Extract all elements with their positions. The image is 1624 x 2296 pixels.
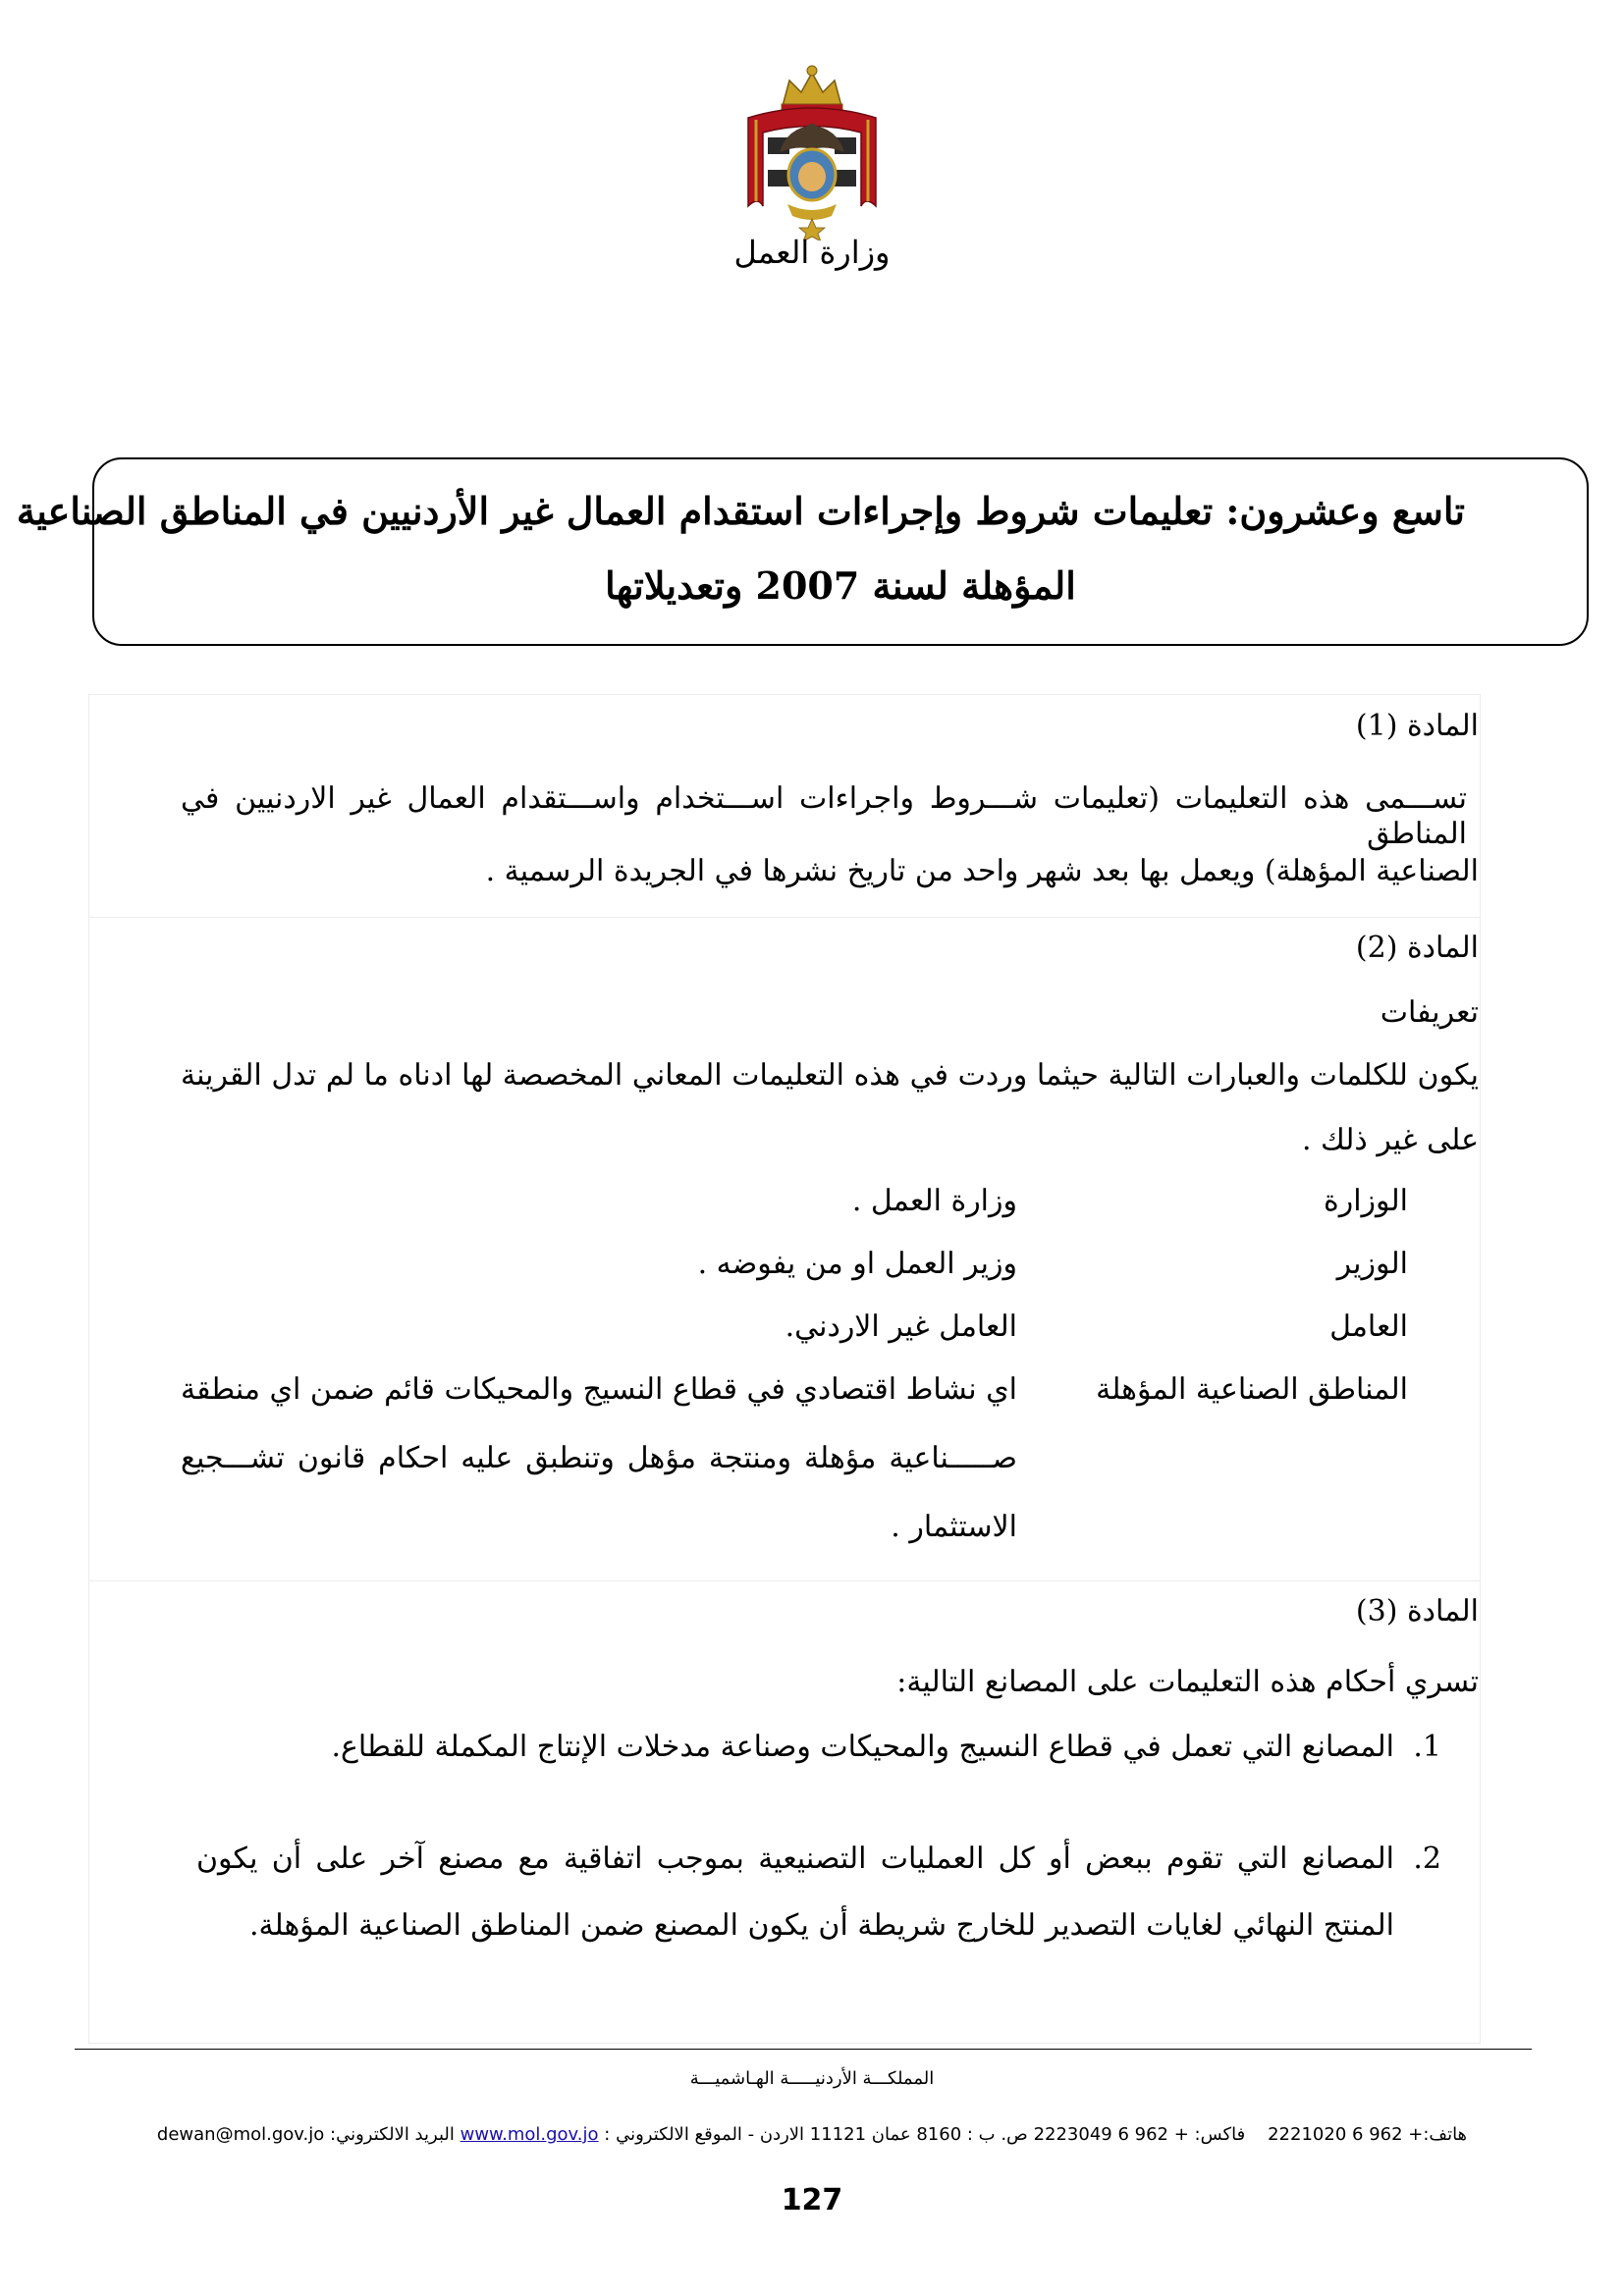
list-item-text: المصانع التي تعمل في قطاع النسيج والمحيكات وصناعة مدخلات الإنتاج المكملة للقطاع. xyxy=(331,1730,1394,1764)
article-3-heading: المادة (3) xyxy=(1355,1594,1479,1629)
list-item-text: المصانع التي تقوم ببعض أو كل العمليات التصنيعية بموجب اتفاقية مع مصنع آخر على أن يكون xyxy=(196,1842,1394,1876)
list-item-number: 1. xyxy=(1413,1730,1441,1764)
definition-text: العامل غير الاردني. xyxy=(785,1309,1017,1344)
footer-kingdom: المملكـــة الأردنيـــــة الهـاشميـــة xyxy=(689,2068,935,2089)
footer-fax: فاكس: + 962 6 2223049 xyxy=(1033,2124,1246,2145)
definition-term: الوزارة xyxy=(1323,1184,1408,1218)
document-title-box xyxy=(16,457,1589,646)
article-2-intro-line-1: يكون للكلمات والعبارات التالية حيثما وردت في هذه التعليمات المعاني المخصصة لها ادناه ما لم تدل القرينة xyxy=(181,1058,1479,1093)
document-title-line-1: تاسع وعشرون: تعليمات شروط وإجراءات استقدام العمال غير الأردنيين في المناطق الصناعية xyxy=(16,489,1465,533)
list-item-number: 2. xyxy=(1413,1842,1441,1876)
definition-text: اي نشاط اقتصادي في قطاع النسيج والمحيكات قائم ضمن اي منطقة xyxy=(181,1372,1017,1407)
definition-term: المناطق الصناعية المؤهلة xyxy=(1096,1372,1408,1407)
definition-term: الوزير xyxy=(1336,1247,1408,1281)
article-1-text-line-2: الصناعية المؤهلة) ويعمل بها بعد شهر واحد من تاريخ نشرها في الجريدة الرسمية . xyxy=(485,854,1479,888)
article-2-heading: المادة (2) xyxy=(1355,931,1479,965)
document-title-line-2: المؤهلة لسنة 2007 وتعديلاتها xyxy=(605,563,1076,608)
definition-text: صـــــناعية مؤهلة ومنتجة مؤهل وتنطبق عليه احكام قانون تشـــجيع xyxy=(181,1441,1017,1475)
website-link[interactable]: www.mol.gov.jo xyxy=(460,2124,599,2145)
footer-email-label: البريد الالكتروني: xyxy=(330,2124,455,2145)
article-2-subheading: تعريفات xyxy=(1380,995,1479,1030)
article-3-intro: تسري أحكام هذه التعليمات على المصانع التالية: xyxy=(896,1665,1479,1699)
footer-phone: هاتف:+ 962 6 2221020 xyxy=(1268,2124,1468,2145)
definition-text: وزير العمل او من يفوضه . xyxy=(697,1247,1017,1281)
ministry-name: وزارة العمل xyxy=(733,234,891,271)
definition-term: العامل xyxy=(1329,1309,1408,1344)
footer-divider xyxy=(75,2049,1532,2050)
footer-contact xyxy=(98,2124,1526,2145)
article-2-intro-line-2: على غير ذلك . xyxy=(1301,1123,1479,1157)
footer-email[interactable]: dewan@mol.gov.jo xyxy=(156,2124,325,2145)
article-1-heading: المادة (1) xyxy=(1355,709,1479,743)
article-1-text-line-1: تســـمى هذه التعليمات (تعليمات شـــروط واجراءات اســـتخدام واســـتقدام العمال غير الاردنيين في المناطق xyxy=(181,781,1467,851)
list-item-text: المنتج النهائي لغايات التصدير للخارج شريطة أن يكون المصنع ضمن المناطق الصناعية المؤهلة. xyxy=(248,1908,1394,1943)
definition-text: الاستثمار . xyxy=(891,1510,1017,1544)
section-divider xyxy=(88,917,1481,918)
coat-of-arms-emblem xyxy=(729,59,895,240)
section-divider xyxy=(88,1580,1481,1581)
definition-text: وزارة العمل . xyxy=(851,1184,1017,1218)
footer-pobox: ص. ب : 8160 عمان 11121 الاردن - الموقع الالكتروني : xyxy=(604,2124,1028,2145)
page-number: 127 xyxy=(781,2183,843,2217)
